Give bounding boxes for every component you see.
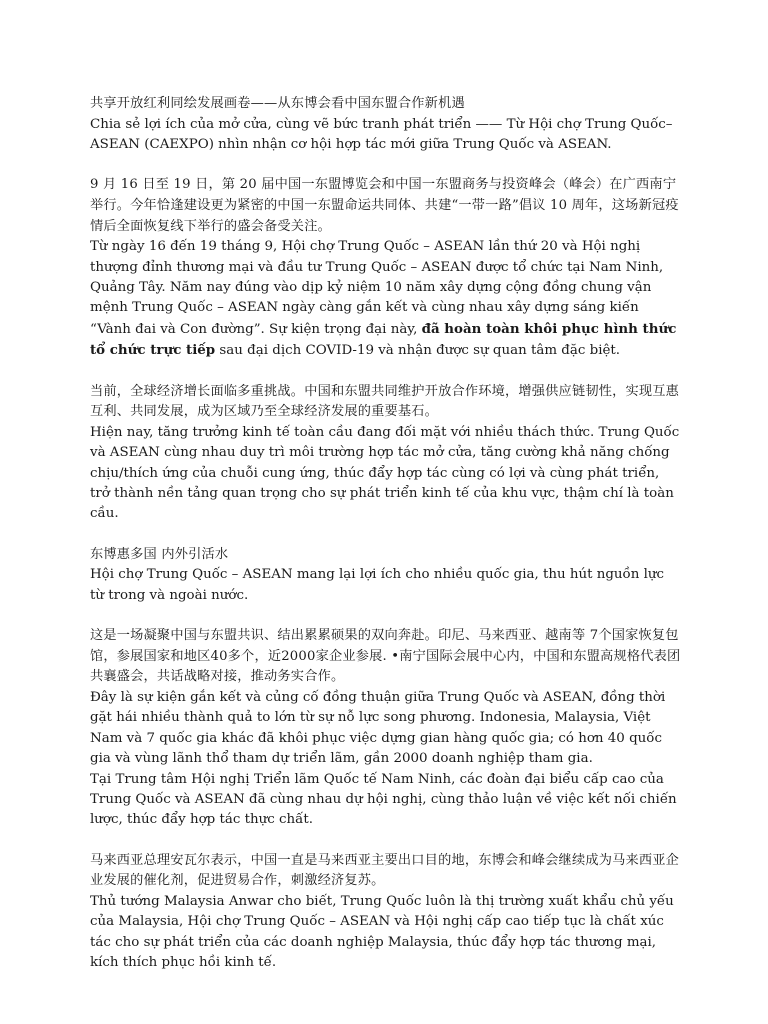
paragraph-spacer (90, 525, 682, 545)
paragraph-1-text-b: sau đại dịch COVID-19 và nhận được sự quan tâm đặc biệt. (215, 343, 621, 359)
paragraph-1-chinese: 9 月 16 日至 19 日，第 20 届中国一东盟博览会和中国一东盟商务与投资峰会（峰会）在广西南宁举行。今年恰逢建设更为紧密的中国一东盟命运共同体、共建“一带一路”倡议 10 周年，这场新冠疫情后全面恢复线下举行的盛会备受关注。 (90, 177, 679, 234)
title-chinese: 共享开放红利同绘发展画卷——从东博会看中国东盟合作新机遇 (90, 96, 465, 111)
subheading-chinese: 东博惠多国 内外引活水 (90, 546, 229, 562)
paragraph-3-chinese: 这是一场凝聚中国与东盟共识、结出累累硕果的双向奔赴。印尼、马来西亚、越南等 7个国家恢复包馆，参展国家和地区40多个，近2000家企业参展. •南宁国际会展中心内，中国和东盟高规格代表团共襄盛会，共话战略对接，推动务实合作。 (90, 628, 681, 685)
paragraph-4-chinese: 马来西亚总理安瓦尔表示，中国一直是马来西亚主要出口目的地，东博会和峰会继续成为马来西亚企业发展的催化剂，促进贸易合作，刺激经济复苏。 (90, 852, 680, 889)
paragraph-spacer (90, 155, 682, 175)
paragraph-1-vietnamese (90, 237, 682, 361)
paragraph-spacer (90, 831, 682, 851)
paragraph-3-vietnamese-a: Đây là sự kiện gắn kết và củng cố đồng thuận giữa Trung Quốc và ASEAN, đồng thời gặt hái nhiều thành quả to lớn từ sự nỗ lực song phương. Indonesia, Malaysia, Việt Nam và 7 quốc gia khác đã khôi phục việc dựng gian hàng quốc gia; có hơn 40 quốc gia và vùng lãnh thổ tham dự triển lãm, gần 2000 doanh nghiệp tham gia. (90, 690, 666, 767)
paragraph-2-chinese: 当前，全球经济增长面临多重挑战。中国和东盟共同维护开放合作环境，增强供应链韧性，实现互惠互利、共同发展，成为区域乃至全球经济发展的重要基石。 (90, 383, 680, 420)
paragraph-3-vietnamese-b: Tại Trung tâm Hội nghị Triển lãm Quốc tế Nam Ninh, các đoàn đại biểu cấp cao của Trung Quốc và ASEAN đã cùng nhau dự hội nghị, cùng thảo luận về việc kết nối chiến lược, thúc đẩy hợp tác thực chất. (90, 771, 677, 828)
subheading-vietnamese: Hội chợ Trung Quốc – ASEAN mang lại lợi ích cho nhiều quốc gia, thu hút nguồn lực từ trong và ngoài nước. (90, 567, 665, 603)
document-body (90, 94, 682, 974)
paragraph-2-vietnamese: Hiện nay, tăng trưởng kinh tế toàn cầu đang đối mặt với nhiều thách thức. Trung Quốc và ASEAN cùng nhau duy trì môi trường hợp tác mở cửa, tăng cường khả năng chống chịu/thích ứng của chuỗi cung ứng, thúc đẩy hợp tác cùng có lợi và cùng phát triển, trở thành nền tảng quan trọng cho sự phát triển kinh tế của khu vực, thậm chí là toàn cầu. (90, 424, 680, 522)
paragraph-1-bold-text: đã hoàn toàn khôi phục hình thức tổ chức trực tiếp (90, 320, 677, 359)
title-vietnamese: Chia sẻ lợi ích của mở cửa, cùng vẽ bức tranh phát triển —— Từ Hội chợ Trung Quốc–ASEAN (CAEXPO) nhìn nhận cơ hội hợp tác mới giữa Trung Quốc và ASEAN. (90, 116, 673, 152)
paragraph-spacer (90, 362, 682, 382)
paragraph-4-vietnamese: Thủ tướng Malaysia Anwar cho biết, Trung Quốc luôn là thị trường xuất khẩu chủ yếu của Malaysia, Hội chợ Trung Quốc – ASEAN và Hội nghị cấp cao tiếp tục là chất xúc tác cho sự phát triển của các doanh nghiệp Malaysia, thúc đẩy hợp tác thương mại, kích thích phục hồi kinh tế. (90, 894, 674, 971)
paragraph-spacer (90, 606, 682, 626)
paragraph-1-text-a: Từ ngày 16 đến 19 tháng 9, Hội chợ Trung Quốc – ASEAN lần thứ 20 và Hội nghị thượng đỉnh thương mại và đầu tư Trung Quốc – ASEAN được tổ chức tại Nam Ninh, Quảng Tây. Năm nay đúng vào dịp kỷ niệm 10 năm xây dựng cộng đồng chung vận mệnh Trung Quốc – ASEAN ngày càng gắn kết và cùng nhau xây dựng sáng kiến “Vành đai và Con đường”. Sự kiện trọng đại này, (90, 239, 664, 337)
